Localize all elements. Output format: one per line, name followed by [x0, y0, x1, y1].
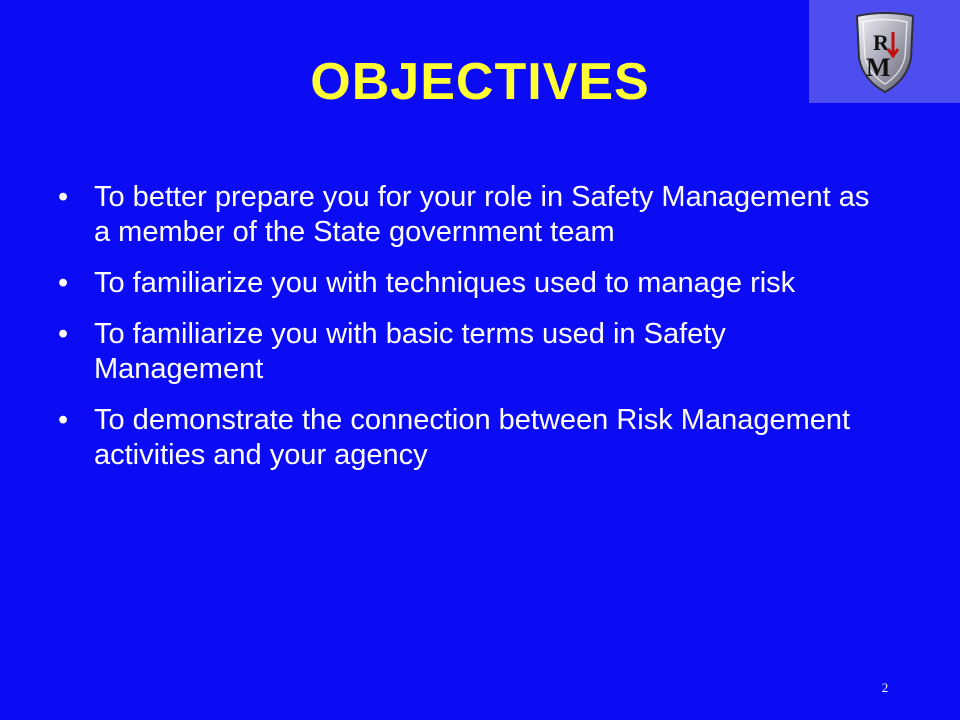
- list-item: [58, 403, 878, 473]
- bullet-icon: •: [58, 318, 69, 350]
- bullet-icon: •: [58, 181, 69, 213]
- bullet-icon: •: [58, 404, 69, 436]
- list-item: [58, 266, 878, 301]
- bullet-text: To better prepare you for your role in Safety Management as a member of the State government team: [94, 181, 870, 248]
- slide-title: OBJECTIVES: [310, 53, 650, 111]
- bullet-icon: •: [58, 267, 69, 299]
- objectives-list: [58, 180, 878, 489]
- bullet-text: To demonstrate the connection between Risk Management activities and your agency: [94, 404, 851, 471]
- svg-text:M: M: [866, 53, 891, 82]
- bullet-text: To familiarize you with techniques used to manage risk: [94, 267, 796, 299]
- list-item: [58, 317, 878, 387]
- bullet-text: To familiarize you with basic terms used in Safety Management: [94, 318, 726, 385]
- list-item: [58, 180, 878, 250]
- svg-text:R: R: [873, 30, 889, 55]
- page-number: 2: [881, 680, 889, 695]
